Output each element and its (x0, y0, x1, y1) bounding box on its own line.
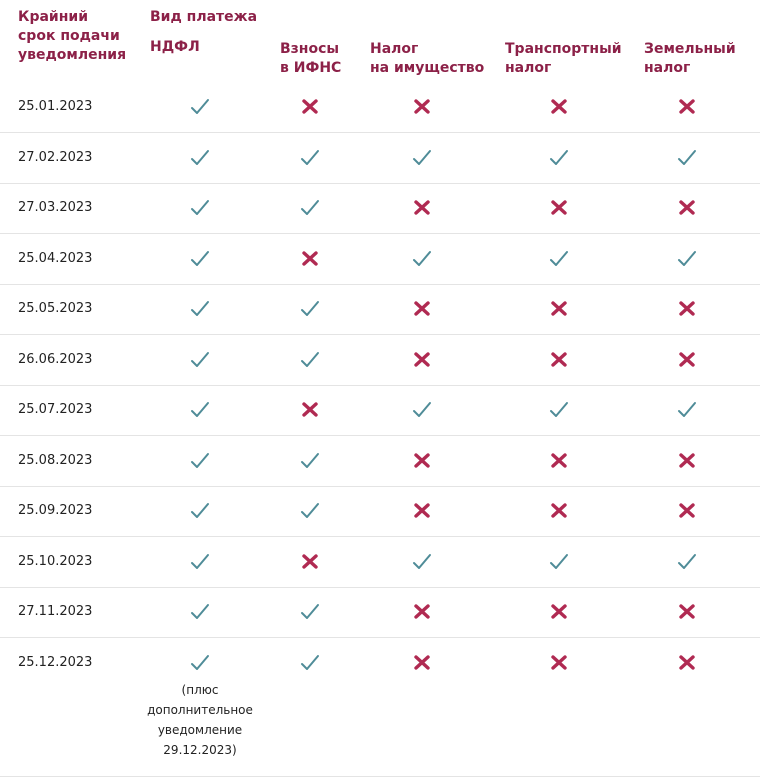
cross-icon (299, 400, 321, 420)
check-icon (299, 198, 321, 218)
cross-icon (548, 602, 570, 622)
check-icon (299, 653, 321, 673)
deadline-date: 27.03.2023 (18, 200, 93, 215)
header-deadline: Крайний срок подачи уведомления (18, 9, 127, 63)
cross-icon (411, 501, 433, 521)
deadline-date: 25.07.2023 (18, 402, 93, 417)
deadline-date: 25.12.2023 (18, 654, 93, 670)
check-icon (676, 400, 698, 420)
check-icon (548, 552, 570, 572)
cross-icon (548, 97, 570, 117)
check-icon (189, 602, 211, 622)
table-row (0, 82, 760, 133)
deadline-date: 27.11.2023 (18, 604, 93, 619)
cross-icon (548, 299, 570, 319)
deadline-date: 25.01.2023 (18, 99, 93, 114)
check-icon (189, 299, 211, 319)
cross-icon (299, 249, 321, 269)
header-col-zemel: Земельный налог (644, 41, 736, 76)
check-icon (676, 249, 698, 269)
check-icon (411, 552, 433, 572)
check-icon (299, 602, 321, 622)
cross-icon (676, 299, 698, 319)
cross-icon (548, 198, 570, 218)
check-icon (189, 552, 211, 572)
header-col-vznosy: Взносы в ИФНС (280, 41, 342, 76)
table-row (0, 486, 760, 537)
ndfl-additional-note: (плюс дополнительное уведомление 29.12.2023) (147, 682, 253, 757)
cross-icon (676, 602, 698, 622)
check-icon (676, 552, 698, 572)
check-icon (411, 400, 433, 420)
cross-icon (676, 97, 698, 117)
check-icon (189, 400, 211, 420)
table-row (0, 284, 760, 335)
deadline-date: 25.09.2023 (18, 503, 93, 518)
table-row (0, 183, 760, 234)
check-icon (189, 653, 211, 673)
cross-icon (676, 451, 698, 471)
cross-icon (411, 198, 433, 218)
header-group-label: Вид платежа (150, 9, 258, 25)
check-icon (299, 148, 321, 168)
cross-icon (548, 653, 570, 673)
check-icon (189, 249, 211, 269)
cross-icon (411, 299, 433, 319)
deadline-date: 25.08.2023 (18, 452, 93, 468)
check-icon (299, 299, 321, 319)
deadline-date: 27.02.2023 (18, 149, 93, 165)
table-row (0, 133, 760, 184)
table-row (0, 385, 760, 436)
deadline-date: 26.06.2023 (18, 351, 93, 367)
check-icon (299, 501, 321, 521)
check-icon (299, 350, 321, 370)
deadline-date: 25.05.2023 (18, 301, 93, 316)
table-row (0, 436, 760, 487)
cross-icon (299, 552, 321, 572)
cross-icon (676, 350, 698, 370)
table-row (0, 638, 760, 777)
check-icon (411, 249, 433, 269)
cross-icon (411, 350, 433, 370)
table-row (0, 234, 760, 285)
check-icon (189, 198, 211, 218)
check-icon (189, 97, 211, 117)
cross-icon (411, 97, 433, 117)
check-icon (411, 148, 433, 168)
cross-icon (411, 451, 433, 471)
cross-icon (411, 602, 433, 622)
table-row (0, 335, 760, 386)
check-icon (189, 501, 211, 521)
header-col-imush: Налог на имущество (370, 41, 485, 76)
check-icon (189, 451, 211, 471)
cross-icon (676, 501, 698, 521)
check-icon (189, 350, 211, 370)
check-icon (548, 400, 570, 420)
header-col-ndfl: НДФЛ (150, 39, 200, 55)
cross-icon (676, 653, 698, 673)
check-icon (189, 148, 211, 168)
table-row (0, 587, 760, 638)
cross-icon (299, 97, 321, 117)
table-row (0, 537, 760, 588)
check-icon (676, 148, 698, 168)
check-icon (548, 148, 570, 168)
check-icon (299, 451, 321, 471)
cross-icon (411, 653, 433, 673)
cross-icon (548, 501, 570, 521)
cross-icon (548, 350, 570, 370)
table-header (0, 0, 778, 82)
deadline-date: 25.10.2023 (18, 553, 93, 569)
cross-icon (548, 451, 570, 471)
cross-icon (676, 198, 698, 218)
check-icon (548, 249, 570, 269)
header-col-transp: Транспортный налог (505, 41, 622, 76)
deadline-date: 25.04.2023 (18, 250, 93, 266)
